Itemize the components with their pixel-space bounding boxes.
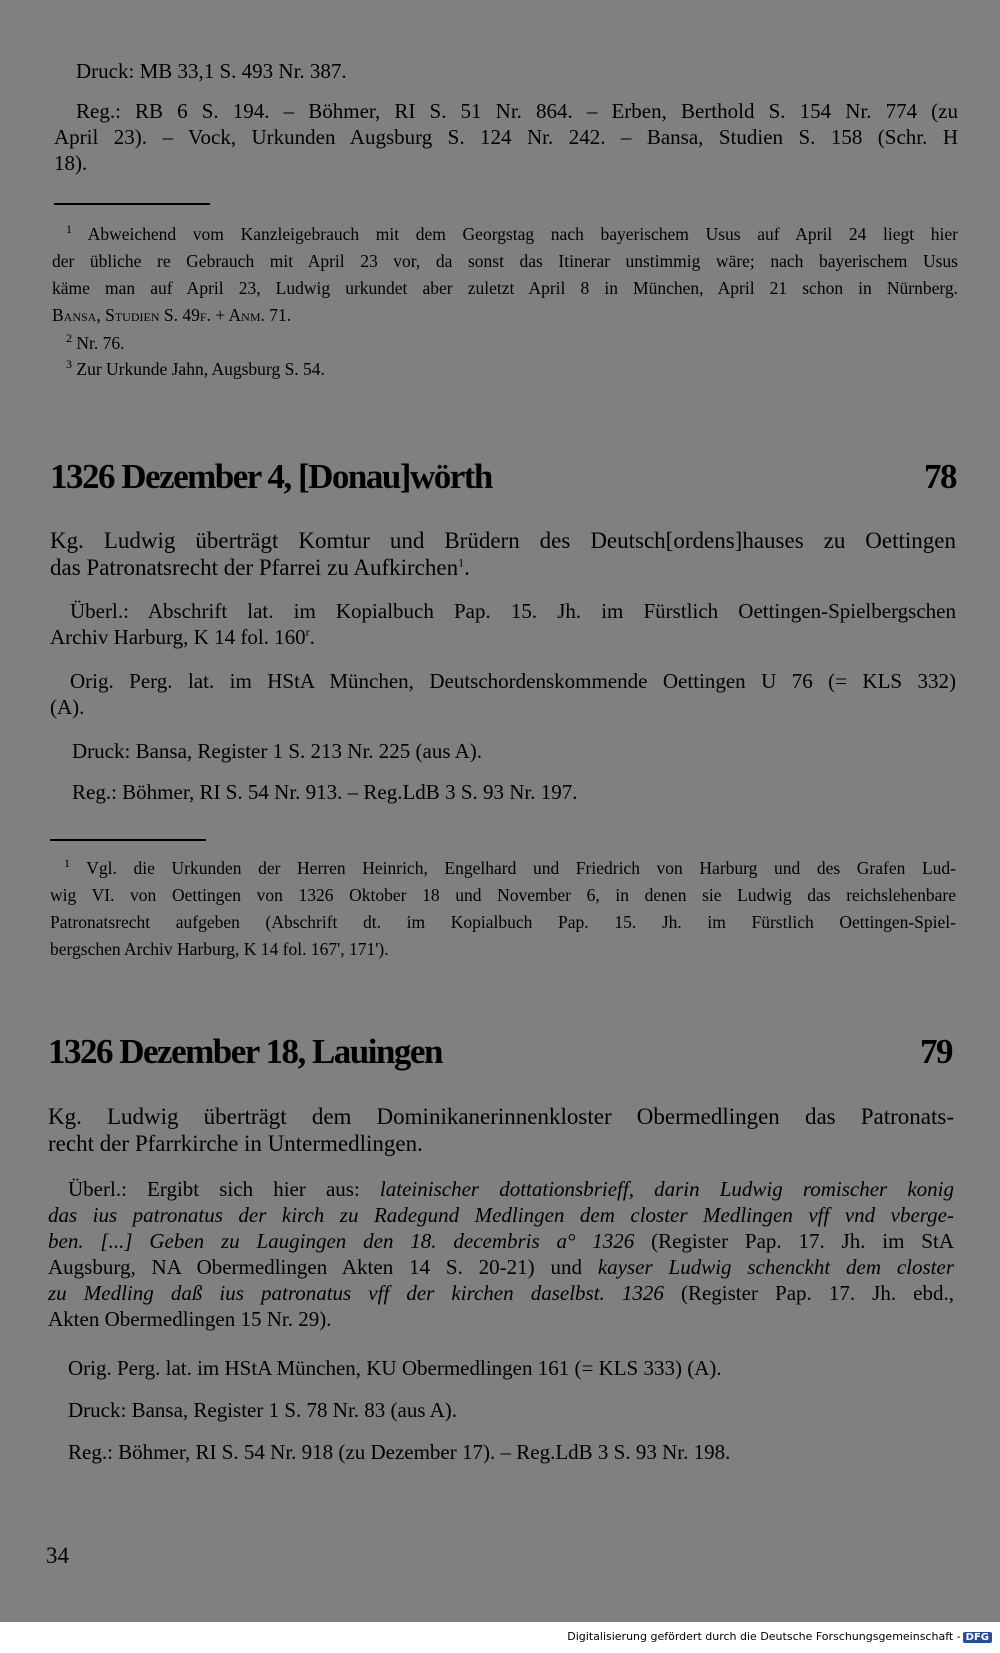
original-79: Orig. Perg. lat. im HStA München, KU Obermedlingen 161 (= KLS 333) (A). (68, 1356, 722, 1380)
entry-summary-79: Kg. Ludwig überträgt dem Dominikanerinnenkloster Obermedlingen das Patronats- recht der Pfarrkirche in Untermedlingen. (48, 1104, 954, 1156)
druck-79: Druck: Bansa, Register 1 S. 78 Nr. 83 (aus A). (68, 1398, 458, 1422)
entry-number-79: 79 (920, 1032, 952, 1071)
ueberlieferung-79: Überl.: Ergibt sich hier aus: lateinischer dottationsbrieff, darin Ludwig romischer konig das ius patronatus der kirch zu Radegund Medlingen dem closter Medlingen vff vnd vberge- ben. [...] Geben zu Laugingen den 18. decembris a° 1326 (Register Pap. 17. Jh. im StA Augsburg, NA Obermedlingen Akten 14 S. 20-21) und kayser Ludwig schenckht dem closter zu Medling daß ius patronatus vff der kirchen daselbst. 1326 (Register Pap. 17. Jh. ebd., Akten Obermedlingen 15 Nr. 29). (48, 1177, 955, 1331)
entry-heading-78: 1326 Dezember 4, [Donau]wörth (50, 457, 492, 496)
footnote-rule-78 (50, 839, 206, 841)
footnote-2: $^2$ Nr. 76. (66, 331, 125, 353)
footnote-1: $^1$ Abweichend vom Kanzleigebrauch mit dem Georgstag nach bayerischem Usus auf April 24 liegt hier der übliche re Gebrauch mit April 23 vor, da sonst das Itinerar unstimmig wäre; nach bayerischem Usus käme man auf April 23, Ludwig urkundet aber zuletzt April 8 in München, April 21 schon in Nürnberg. Bansa, Studien S. 49f. + Anm. 71. (52, 222, 958, 325)
dfg-footer (567, 1630, 992, 1643)
footnote-78-1: $^1$ Vgl. die Urkunden der Herren Heinrich, Engelhard und Friedrich von Harburg und des Grafen Lud- wig VI. von Oettingen von 1326 Oktober 18 und November 6, in denen sie Ludwig das reichslehenbare Patronatsrecht aufgeben (Abschrift dt. im Kopialbuch Pap. 15. Jh. im Fürstlich Oettingen-Spiel- bergschen Archiv Harburg, K 14 fol. 167', 171'). (50, 856, 956, 959)
ueberlieferung-78: Überl.: Abschrift lat. im Kopialbuch Pap. 15. Jh. im Fürstlich Oettingen-Spielbergschen Archiv Harburg, K 14 fol. 160$^r$. (50, 599, 956, 649)
footnote-3: $^3$ Zur Urkunde Jahn, Augsburg S. 54. (66, 357, 325, 379)
original-78: Orig. Perg. lat. im HStA München, Deutschordenskommende Oettingen U 76 (= KLS 332) (A). (50, 669, 956, 719)
footer-text: Digitalisierung gefördert durch die Deutsche Forschungsgemeinschaft - (567, 1630, 961, 1643)
druck-78: Druck: Bansa, Register 1 S. 213 Nr. 225 (aus A). (72, 739, 483, 763)
regest-79: Reg.: Böhmer, RI S. 54 Nr. 918 (zu Dezember 17). – Reg.LdB 3 S. 93 Nr. 198. (68, 1440, 731, 1464)
footnote-rule (54, 203, 210, 205)
entry-number-78: 78 (924, 457, 956, 496)
page-number: 34 (46, 1543, 69, 1568)
druck-line: Druck: MB 33,1 S. 493 Nr. 387. (76, 59, 347, 83)
reg-paragraph: Reg.: RB 6 S. 194. – Böhmer, RI S. 51 Nr. 864. – Erben, Berthold S. 154 Nr. 774 (zu April 23). – Vock, Urkunden Augsburg S. 124 Nr. 242. – Bansa, Studien S. 158 (Schr. H 18). (54, 99, 958, 175)
entry-heading-79: 1326 Dezember 18, Lauingen (48, 1032, 442, 1071)
regest-78: Reg.: Böhmer, RI S. 54 Nr. 913. – Reg.LdB 3 S. 93 Nr. 197. (72, 780, 578, 804)
dfg-logo-icon: DFG (963, 1632, 992, 1643)
entry-summary-78: Kg. Ludwig überträgt Komtur und Brüdern des Deutsch[ordens]hauses zu Oettingen das Patronatsrecht der Pfarrei zu Aufkirchen$^1$. (50, 528, 956, 580)
